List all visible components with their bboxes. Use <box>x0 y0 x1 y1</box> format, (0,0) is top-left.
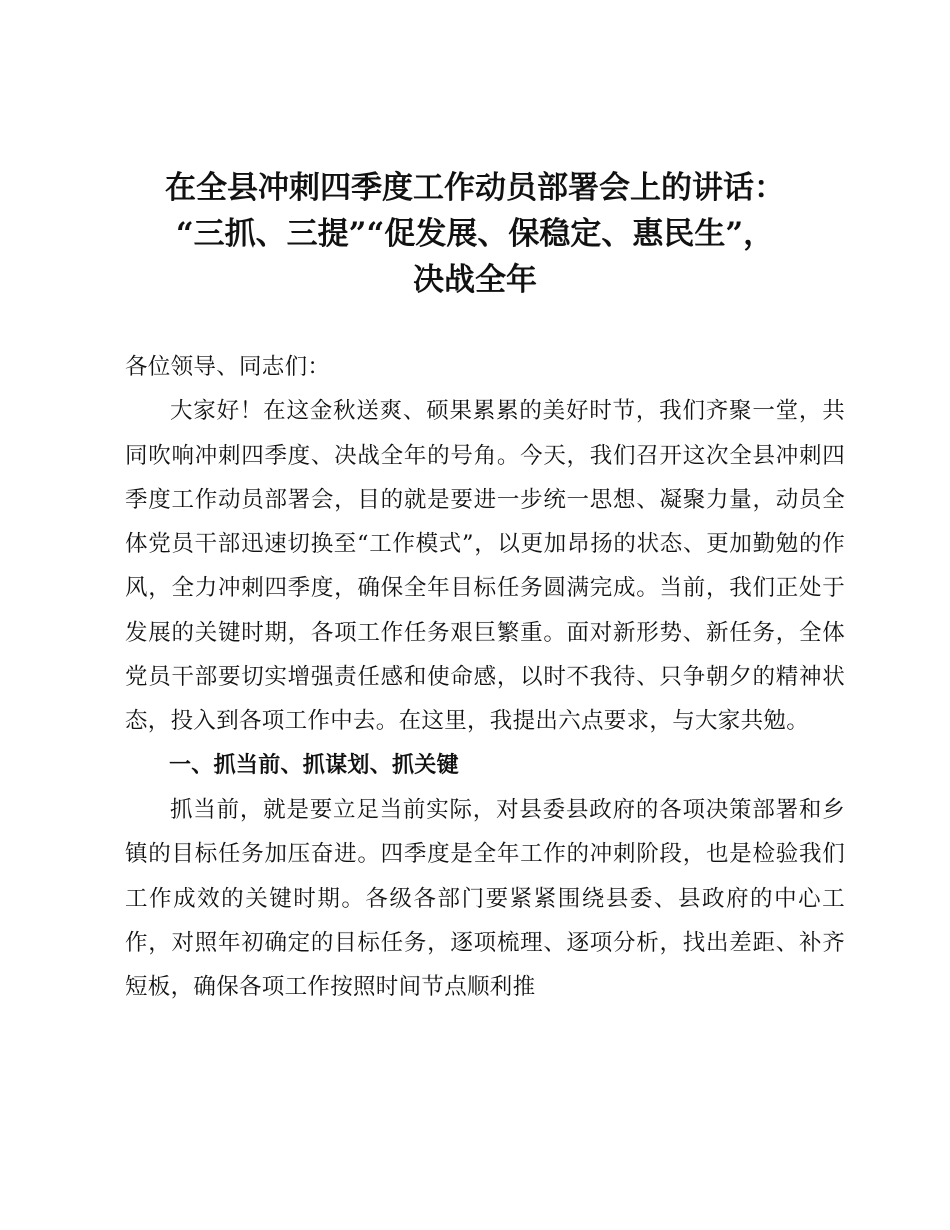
title-line-3: 决战全年 <box>413 262 537 298</box>
document-title <box>110 165 840 303</box>
title-line-2: “三抓、三提”“促发展、保稳定、惠民生”， <box>175 216 775 252</box>
section-heading: 一、抓当前、抓谋划、抓关键 <box>169 752 459 778</box>
title-line-1: 在全县冲刺四季度工作动员部署会上的讲话： <box>165 170 785 206</box>
paragraph-intro: 大家好！在这金秋送爽、硕果累累的美好时节，我们齐聚一堂，共同吹响冲刺四季度、决战全年的号角。今天，我们召开这次全县冲刺四季度工作动员部署会，目的就是要进一步统一思想、凝聚力量，动员全体党员干部迅速切换至“工作模式”，以更加昂扬的状态、更加勤勉的作风，全力冲刺四季度，确保全年目标任务圆满完成。当前，我们正处于发展的关键时期，各项工作任务艰巨繁重。面对新形势、新任务，全体党员干部要切实增强责任感和使命感，以时不我待、只争朝夕的精神状态，投入到各项工作中去。在这里，我提出六点要求，与大家共勉。 <box>125 398 845 735</box>
document-body <box>125 345 845 1009</box>
salutation: 各位领导、同志们： <box>125 354 331 380</box>
paragraph-section-1: 抓当前，就是要立足当前实际，对县委县政府的各项决策部署和乡镇的目标任务加压奋进。四季度是全年工作的冲刺阶段，也是检验我们工作成效的关键时期。各级各部门要紧紧围绕县委、县政府的中心工作，对照年初确定的目标任务，逐项梳理、逐项分析，找出差距、补齐短板，确保各项工作按照时间节点顺利推 <box>125 796 845 1001</box>
